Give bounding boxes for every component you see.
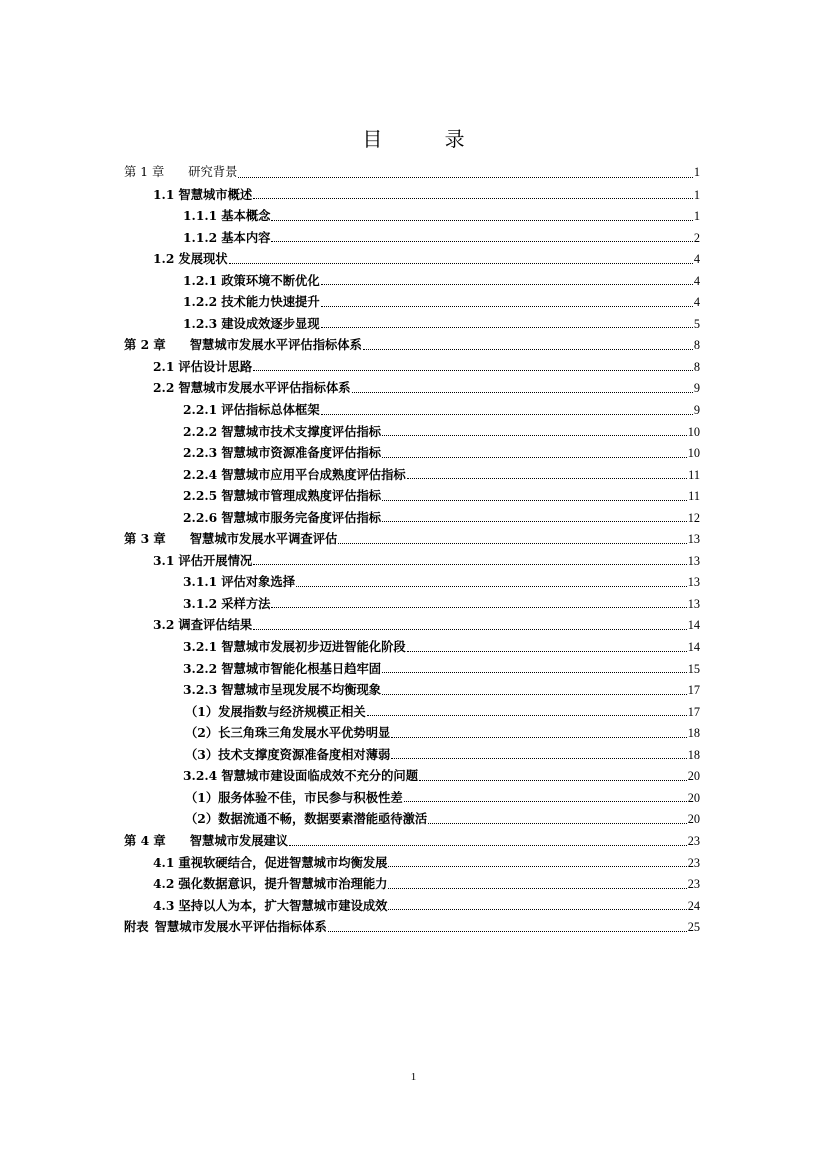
toc-entry-label bbox=[183, 636, 406, 658]
dot-leader bbox=[419, 774, 687, 781]
toc-entry-label bbox=[183, 507, 381, 529]
toc-entry-text: 基本概念 bbox=[221, 208, 271, 224]
toc-entry[interactable] bbox=[124, 722, 700, 744]
toc-entry[interactable] bbox=[124, 852, 700, 874]
dot-leader bbox=[328, 925, 687, 932]
toc-page-number: 2 bbox=[693, 230, 700, 245]
toc-section-number: 1.2 bbox=[153, 251, 175, 267]
dot-leader bbox=[407, 645, 687, 652]
toc-entry-text: 智慧城市发展建议 bbox=[189, 832, 289, 848]
toc-page-number: 9 bbox=[693, 381, 700, 396]
dot-leader bbox=[253, 558, 687, 565]
toc-entry-label bbox=[183, 485, 381, 507]
toc-page-number: 11 bbox=[688, 489, 700, 504]
dot-leader bbox=[391, 731, 686, 738]
toc-entry-label bbox=[153, 248, 228, 270]
toc-entry[interactable] bbox=[124, 873, 700, 895]
toc-page-number: 13 bbox=[687, 553, 700, 568]
toc-entry[interactable] bbox=[124, 205, 700, 227]
toc-page-number: 1 bbox=[693, 165, 700, 179]
toc-entry[interactable] bbox=[124, 421, 700, 443]
toc-page-number: 1 bbox=[693, 209, 700, 224]
toc-page-number: 23 bbox=[687, 855, 700, 870]
toc-section-number: 2.2.2 bbox=[183, 423, 218, 439]
toc-entry-label bbox=[153, 184, 252, 206]
toc-page-number: 20 bbox=[687, 812, 700, 827]
toc-page-number: 20 bbox=[687, 769, 700, 784]
dot-leader bbox=[296, 580, 687, 587]
dot-leader bbox=[382, 494, 687, 501]
toc-chapter-number: 第 3 章 bbox=[124, 531, 166, 547]
toc-entry-text: 评估对象选择 bbox=[221, 574, 296, 590]
toc-entry-label bbox=[183, 679, 381, 701]
toc-page-number: 13 bbox=[687, 596, 700, 611]
dot-leader bbox=[271, 214, 692, 221]
toc-entry[interactable] bbox=[124, 658, 700, 680]
toc-entry-text: 技术能力快速提升 bbox=[221, 294, 320, 310]
toc-entry-label bbox=[185, 744, 390, 766]
toc-entry-text: 智慧城市应用平台成熟度评估指标 bbox=[221, 466, 406, 482]
dot-leader bbox=[404, 795, 687, 802]
toc-entry-label bbox=[183, 765, 418, 787]
toc-section-number: 3.2.1 bbox=[183, 639, 218, 655]
toc-section-number: 2.2.1 bbox=[183, 402, 218, 418]
toc-section-number: 1.2.1 bbox=[183, 272, 218, 288]
toc-entry-text: 智慧城市发展水平调查评估 bbox=[189, 531, 338, 547]
toc-entry-label bbox=[185, 722, 390, 744]
toc-entry-text: 智慧城市呈现发展不均衡现象 bbox=[221, 682, 382, 698]
toc-page-number: 5 bbox=[693, 316, 700, 331]
toc-page-number: 12 bbox=[687, 510, 700, 525]
dot-leader bbox=[253, 364, 693, 371]
toc-entry-label bbox=[185, 808, 427, 830]
toc-entry-text: 智慧城市技术支撑度评估指标 bbox=[221, 423, 382, 439]
dot-leader bbox=[367, 709, 687, 716]
toc-section-number: （1） bbox=[185, 789, 219, 805]
toc-entry-label bbox=[183, 464, 406, 486]
toc-entry-text: 智慧城市发展水平评估指标体系 bbox=[189, 337, 362, 353]
dot-leader bbox=[382, 666, 687, 673]
toc-entry[interactable] bbox=[124, 162, 700, 184]
toc-entry-text: 智慧城市概述 bbox=[178, 186, 253, 202]
toc-entry-text: 基本内容 bbox=[221, 229, 271, 245]
toc-entry-text: 采样方法 bbox=[221, 595, 271, 611]
toc-section-number: 2.1 bbox=[153, 358, 175, 374]
toc-section-number: 2.2.4 bbox=[183, 466, 218, 482]
toc-entry-label bbox=[183, 291, 320, 313]
toc-entry[interactable] bbox=[124, 464, 700, 486]
toc-section-number: 4.1 bbox=[153, 854, 175, 870]
toc-entry-label bbox=[153, 614, 252, 636]
dot-leader bbox=[388, 860, 686, 867]
toc-page-number: 18 bbox=[687, 747, 700, 762]
toc-page-number: 23 bbox=[687, 877, 700, 892]
toc-section-number: 3.1.2 bbox=[183, 595, 218, 611]
dot-leader bbox=[229, 257, 693, 264]
toc-entry-label bbox=[183, 399, 320, 421]
toc-entry-label bbox=[183, 313, 320, 335]
toc-entry[interactable] bbox=[124, 248, 700, 270]
toc-section-number: 2.2.3 bbox=[183, 445, 218, 461]
toc-entry[interactable] bbox=[124, 701, 700, 723]
toc-section-number: 3.1.1 bbox=[183, 574, 218, 590]
toc-entry-text: 建设成效逐步显现 bbox=[221, 315, 320, 331]
toc-section-number: 1.2.3 bbox=[183, 315, 218, 331]
toc-entry[interactable] bbox=[124, 377, 700, 399]
toc-entry-text: 强化数据意识，提升智慧城市治理能力 bbox=[178, 876, 388, 892]
toc-page-number: 11 bbox=[688, 467, 700, 482]
toc-entry-text: 智慧城市资源准备度评估指标 bbox=[221, 445, 382, 461]
toc-section-number: 3.2.4 bbox=[183, 768, 218, 784]
toc-page-number: 1 bbox=[693, 187, 700, 202]
toc-section-number: 1.1 bbox=[153, 186, 175, 202]
dot-leader bbox=[271, 601, 686, 608]
toc-entry-text: 智慧城市服务完备度评估指标 bbox=[221, 509, 382, 525]
dot-leader bbox=[363, 343, 693, 350]
dot-leader bbox=[321, 321, 693, 328]
toc-section-number: 4.2 bbox=[153, 876, 175, 892]
toc-section-number: 3.1 bbox=[153, 552, 175, 568]
dot-leader bbox=[352, 386, 693, 393]
toc-entry-label bbox=[153, 895, 387, 917]
toc-page-number: 10 bbox=[687, 424, 700, 439]
toc-entry[interactable] bbox=[124, 550, 700, 572]
toc-entry[interactable] bbox=[124, 916, 700, 938]
toc-entry-label bbox=[153, 852, 387, 874]
toc-entry-label bbox=[183, 593, 270, 615]
toc-entry-label bbox=[153, 550, 252, 572]
toc-entry-text: 评估开展情况 bbox=[178, 552, 253, 568]
toc-entry[interactable] bbox=[124, 593, 700, 615]
toc-entry[interactable] bbox=[124, 808, 700, 830]
toc-entry-label bbox=[183, 421, 381, 443]
toc-section-number: 2.2 bbox=[153, 380, 175, 396]
toc-entry[interactable] bbox=[124, 270, 700, 292]
page-number: 1 bbox=[410, 1071, 417, 1083]
toc-page-number: 4 bbox=[693, 252, 700, 267]
dot-leader bbox=[271, 235, 692, 242]
table-of-contents bbox=[124, 162, 700, 938]
toc-page-number: 15 bbox=[687, 661, 700, 676]
toc-entry-label bbox=[183, 571, 295, 593]
toc-page-number: 23 bbox=[687, 833, 700, 848]
dot-leader bbox=[338, 537, 686, 544]
toc-page-number: 20 bbox=[687, 790, 700, 805]
toc-section-number: （2） bbox=[185, 725, 219, 741]
toc-entry-text: 数据流通不畅，数据要素潜能亟待激活 bbox=[218, 811, 428, 827]
toc-entry-text: 长三角珠三角发展水平优势明显 bbox=[218, 725, 391, 741]
toc-entry-label bbox=[183, 442, 381, 464]
toc-entry[interactable] bbox=[124, 636, 700, 658]
toc-page-number: 25 bbox=[687, 920, 700, 935]
toc-entry[interactable] bbox=[124, 895, 700, 917]
toc-entry[interactable] bbox=[124, 291, 700, 313]
toc-section-number: 1.1.1 bbox=[183, 208, 218, 224]
toc-page-number: 4 bbox=[693, 273, 700, 288]
toc-page-number: 13 bbox=[687, 532, 700, 547]
toc-entry-text: 智慧城市发展水平评估指标体系 bbox=[178, 380, 351, 396]
toc-page-number: 10 bbox=[687, 446, 700, 461]
toc-entry-label bbox=[124, 528, 337, 550]
toc-entry-label bbox=[183, 270, 320, 292]
toc-entry[interactable] bbox=[124, 830, 700, 852]
dot-leader bbox=[321, 408, 693, 415]
toc-entry-label bbox=[183, 658, 381, 680]
toc-section-number: （2） bbox=[185, 811, 219, 827]
toc-entry-text: 智慧城市发展水平评估指标体系 bbox=[154, 919, 327, 935]
toc-entry[interactable] bbox=[124, 571, 700, 593]
toc-section-number: （3） bbox=[185, 746, 219, 762]
toc-entry[interactable] bbox=[124, 507, 700, 529]
toc-chapter-number: 第 1 章 bbox=[124, 165, 165, 179]
toc-page-number: 24 bbox=[687, 898, 700, 913]
toc-section-number: 1.2.2 bbox=[183, 294, 218, 310]
toc-page-number: 17 bbox=[687, 704, 700, 719]
toc-entry[interactable] bbox=[124, 313, 700, 335]
toc-entry-label bbox=[124, 334, 362, 356]
toc-entry[interactable] bbox=[124, 614, 700, 636]
dot-leader bbox=[238, 171, 692, 178]
dot-leader bbox=[391, 752, 686, 759]
toc-page-number: 14 bbox=[687, 640, 700, 655]
dot-leader bbox=[388, 903, 686, 910]
toc-entry-label bbox=[153, 873, 387, 895]
toc-entry-text: 智慧城市建设面临成效不充分的问题 bbox=[221, 768, 418, 784]
toc-entry[interactable] bbox=[124, 765, 700, 787]
toc-entry-label bbox=[153, 377, 351, 399]
toc-entry-text: 评估设计思路 bbox=[178, 358, 253, 374]
toc-section-number: 3.2.3 bbox=[183, 682, 218, 698]
dot-leader bbox=[382, 688, 687, 695]
toc-section-number: 3.2 bbox=[153, 617, 175, 633]
toc-entry-text: 评估指标总体框架 bbox=[221, 402, 320, 418]
toc-entry-text: 发展指数与经济规模正相关 bbox=[218, 703, 366, 719]
toc-page-number: 18 bbox=[687, 726, 700, 741]
toc-entry-label bbox=[183, 205, 270, 227]
toc-entry-text: 智慧城市智能化根基日趋牢固 bbox=[221, 660, 382, 676]
toc-entry-text: 智慧城市发展初步迈进智能化阶段 bbox=[221, 639, 406, 655]
toc-entry-label bbox=[185, 787, 403, 809]
toc-page-number: 9 bbox=[693, 403, 700, 418]
dot-leader bbox=[321, 300, 693, 307]
toc-entry[interactable] bbox=[124, 787, 700, 809]
toc-entry[interactable] bbox=[124, 227, 700, 249]
toc-entry-text: 政策环境不断优化 bbox=[221, 272, 320, 288]
toc-page-number: 8 bbox=[693, 338, 700, 353]
dot-leader bbox=[289, 839, 687, 846]
toc-chapter-number: 第 4 章 bbox=[124, 832, 166, 848]
dot-leader bbox=[382, 515, 687, 522]
toc-entry-label bbox=[124, 916, 327, 938]
toc-page-number: 13 bbox=[687, 575, 700, 590]
toc-section-number: 1.1.2 bbox=[183, 229, 218, 245]
toc-page-number: 17 bbox=[687, 683, 700, 698]
dot-leader bbox=[407, 472, 687, 479]
toc-entry-text: 发展现状 bbox=[178, 251, 228, 267]
toc-entry-label bbox=[124, 162, 237, 184]
toc-chapter-number: 第 2 章 bbox=[124, 337, 166, 353]
toc-entry-label bbox=[153, 356, 252, 378]
toc-chapter-number: 附表 bbox=[124, 919, 149, 935]
toc-entry-text: 调查评估结果 bbox=[178, 617, 253, 633]
toc-entry-text: 服务体验不佳，市民参与积极性差 bbox=[218, 789, 403, 805]
toc-entry[interactable] bbox=[124, 442, 700, 464]
toc-section-number: 3.2.2 bbox=[183, 660, 218, 676]
dot-leader bbox=[388, 882, 686, 889]
toc-entry-label bbox=[185, 701, 366, 723]
toc-page-number: 4 bbox=[693, 295, 700, 310]
toc-entry-text: 重视软硬结合，促进智慧城市均衡发展 bbox=[178, 854, 388, 870]
toc-entry[interactable] bbox=[124, 399, 700, 421]
toc-entry[interactable] bbox=[124, 334, 700, 356]
toc-entry[interactable] bbox=[124, 356, 700, 378]
toc-entry-text: 研究背景 bbox=[188, 165, 238, 179]
toc-entry[interactable] bbox=[124, 528, 700, 550]
dot-leader bbox=[253, 623, 687, 630]
toc-entry[interactable] bbox=[124, 744, 700, 766]
toc-section-number: 2.2.5 bbox=[183, 488, 218, 504]
toc-entry[interactable] bbox=[124, 679, 700, 701]
toc-entry-text: 坚持以人为本，扩大智慧城市建设成效 bbox=[178, 897, 388, 913]
toc-entry[interactable] bbox=[124, 485, 700, 507]
toc-entry-label bbox=[183, 227, 270, 249]
toc-entry-label bbox=[124, 830, 288, 852]
dot-leader bbox=[382, 451, 687, 458]
toc-title: 目 录 bbox=[362, 127, 493, 151]
toc-page-number: 8 bbox=[693, 359, 700, 374]
dot-leader bbox=[428, 817, 686, 824]
dot-leader bbox=[382, 429, 687, 436]
dot-leader bbox=[321, 278, 693, 285]
toc-section-number: 2.2.6 bbox=[183, 509, 218, 525]
toc-entry-text: 技术支撑度资源准备度相对薄弱 bbox=[218, 746, 391, 762]
toc-page-number: 14 bbox=[687, 618, 700, 633]
dot-leader bbox=[253, 192, 693, 199]
toc-entry[interactable] bbox=[124, 184, 700, 206]
toc-section-number: （1） bbox=[185, 703, 219, 719]
toc-entry-text: 智慧城市管理成熟度评估指标 bbox=[221, 488, 382, 504]
toc-section-number: 4.3 bbox=[153, 897, 175, 913]
